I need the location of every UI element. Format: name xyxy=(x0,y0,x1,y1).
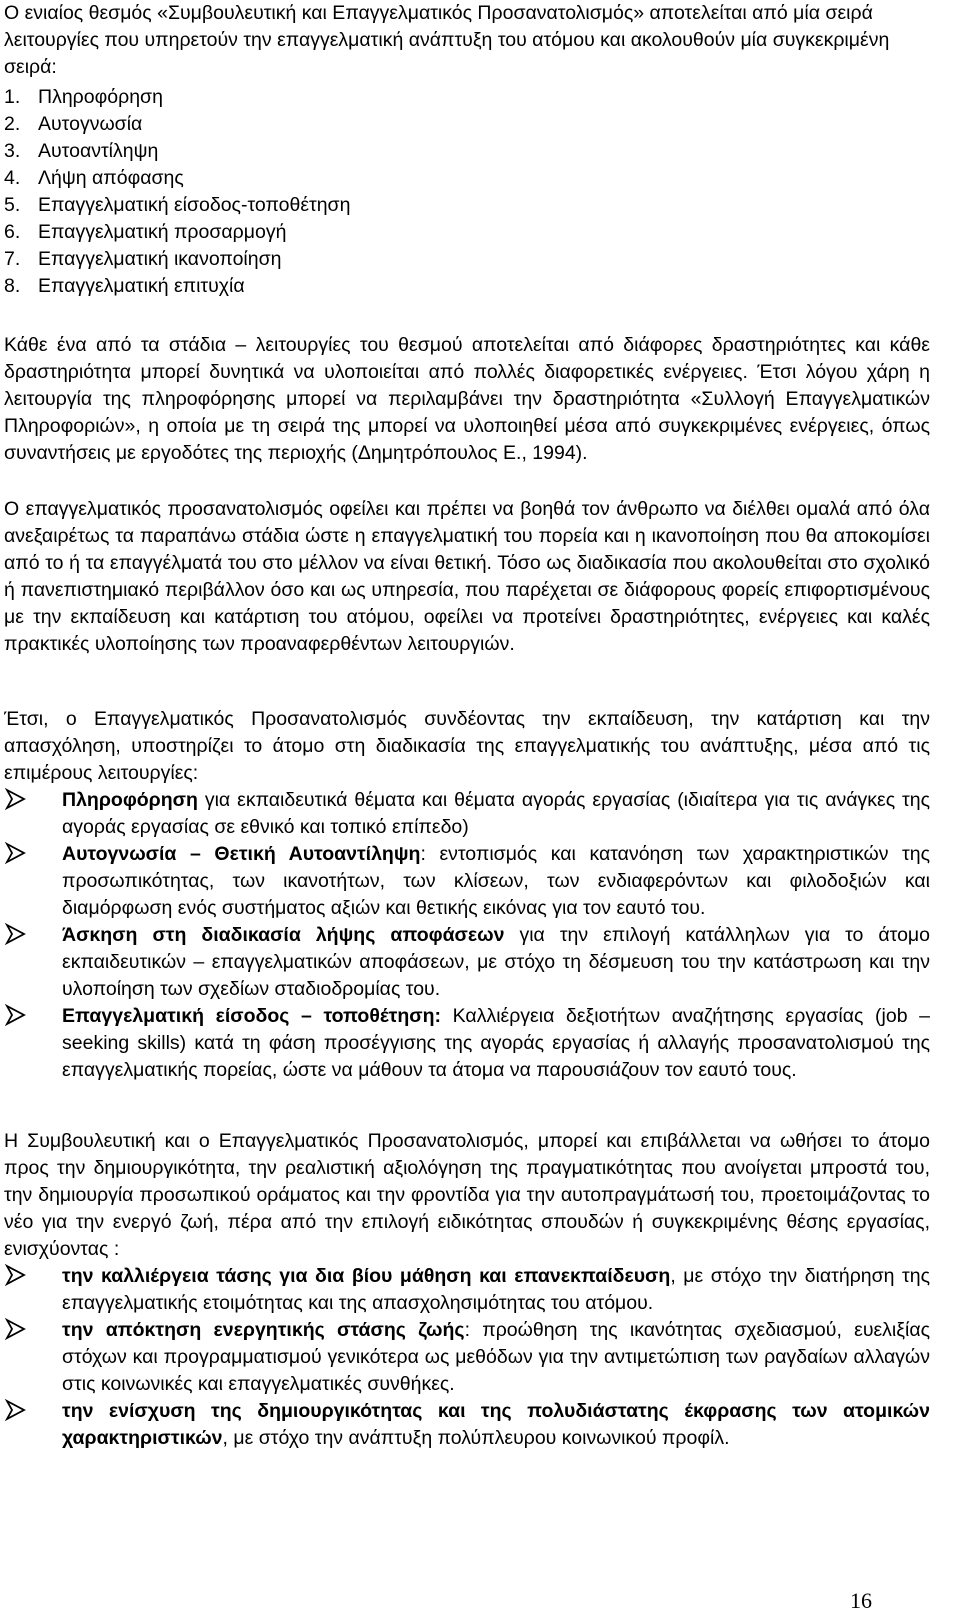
intro-line: λειτουργίες που υπηρετούν την επαγγελματική ανάπτυξη του ατόμου και ακολουθούν μία συγκεκριμένη xyxy=(4,29,890,51)
paragraph-orientation-role: Ο επαγγελματικός προσανατολισμός οφείλει και πρέπει να βοηθά τον άνθρωπο να διέλθει ομαλά από όλα ανεξαιρέτως τα παραπάνω στάδια ώστε η επαγγελματική του πορεία και η ικανοποίηση που θα αποκομίσει από το ή τα επαγγέλματά του στο μέλλον να είναι θετική. Τόσο ως διαδικασία που ακολουθείται στο σχολικό ή πανεπιστημιακό περιβάλλον όσο και ως υπηρεσία, που παρέχεται σε διάφορους φορείς επιφορτισμένους με την εκπαίδευση και κατάρτιση του ατόμου, οφείλει να προτείνει δραστηριότητες, ενέργειες και καλές πρακτικές υλοποίησης των προαναφερθέντων λειτουργιών. xyxy=(4,498,930,655)
list-item: 4. Λήψη απόφασης xyxy=(4,167,184,189)
list-item: Αυτογνωσία – Θετική Αυτοαντίληψη: εντοπισμός και κατανόηση των χαρακτηριστικών της προσωπικότητας, των ικανοτήτων, των κλίσεων, των ενδιαφερόντων και φιλοδοξιών και διαμόρφωση ενός συστήματος αξιών και θετικής εικόνας για τον εαυτό του. xyxy=(4,841,930,922)
benefits-list xyxy=(4,1263,930,1452)
list-item: Πληροφόρηση για εκπαιδευτικά θέματα και θέματα αγοράς εργασίας (ιδιαίτερα για τις ανάγκες της αγοράς εργασίας σε εθνικό και τοπικό επίπεδο) xyxy=(4,787,930,841)
paragraph-stages-activities: Κάθε ένα από τα στάδια – λειτουργίες του θεσμού αποτελείται από διάφορες δραστηριότητες και κάθε δραστηριότητα μπορεί δυνητικά να υλοποιείται από πολλές διαφορετικές ενέργειες. Έτσι λόγου χάρη η λειτουργία της πληροφόρησης μπορεί να περιλαμβάνει την δραστηριότητα «Συλλογή Επαγγελματικών Πληροφοριών», η οποία με τη σειρά της μπορεί να υλοποιηθεί μέσα από συγκεκριμένες ενέργειες, όπως συναντήσεις με εργοδότες της περιοχής (Δημητρόπουλος Ε., 1994). xyxy=(4,334,930,464)
functions-section xyxy=(4,706,930,1084)
list-item: την απόκτηση ενεργητικής στάσης ζωής: προώθηση της ικανότητας σχεδιασμού, ευελιξίας στόχων και προγραμματισμού γενικότερα ως μεθόδων για την αντιμετώπιση των ραγδαίων αλλαγών στις κοινωνικές και επαγγελματικές συνθήκες. xyxy=(4,1317,930,1398)
arrowhead-bullet-icon xyxy=(4,1399,26,1421)
list-item: Άσκηση στη διαδικασία λήψης αποφάσεων για την επιλογή κατάλληλων για το άτομο εκπαιδευτικών – επαγγελματικών αποφάσεων, με στόχο τη δέσμευση του την κατάστρωση και την υλοποίηση των σχεδίων σταδιοδρομίας του. xyxy=(4,922,930,1003)
stages-list xyxy=(4,84,350,300)
paragraph-functions-intro: Έτσι, ο Επαγγελματικός Προσανατολισμός συνδέοντας την εκπαίδευση, την κατάρτιση και την απασχόληση, υποστηρίζει το άτομο στη διαδικασία της επαγγελματικής του ανάπτυξης, μέσα από τις επιμέρους λειτουργίες: xyxy=(4,708,930,784)
paragraph-counseling-benefits: Η Συμβουλευτική και ο Επαγγελματικός Προσανατολισμός, μπορεί και επιβάλλεται να ωθήσει το άτομο προς την δημιουργικότητα, την ρεαλιστική αξιολόγηση της πραγματικότητας που ανοίγεται μπροστά του, την δημιουργία προσωπικού οράματος και την φροντίδα για την αυτοπραγμάτωσή του, προετοιμάζοντας το νέο για την ενεργό ζωή, πέρα από την επιλογή ειδικότητας σπουδών ή συγκεκριμένης θέσης εργασίας, ενισχύοντας : xyxy=(4,1130,930,1260)
benefits-section xyxy=(4,1128,930,1452)
arrowhead-bullet-icon xyxy=(4,842,26,864)
list-item: 7. Επαγγελματική ικανοποίηση xyxy=(4,248,282,270)
intro-line: Ο ενιαίος θεσμός «Συμβουλευτική και Επαγγελματικός Προσανατολισμός» αποτελείται από μία σειρά xyxy=(4,2,873,24)
intro-line: σειρά: xyxy=(4,56,57,78)
arrowhead-bullet-icon xyxy=(4,788,26,810)
list-item: Επαγγελματική είσοδος – τοποθέτηση: Καλλιέργεια δεξιοτήτων αναζήτησης εργασίας (job – seeking skills) κατά τη φάση προσέγγισης της αγοράς εργασίας ή αλλαγής προσανατολισμού της επαγγελματικής πορείας, ώστε να μάθουν τα άτομα να παρουσιάζουν τον εαυτό τους. xyxy=(4,1003,930,1084)
list-item: την ενίσχυση της δημιουργικότητας και της πολυδιάστατης έκφρασης των ατομικών χαρακτηριστικών, με στόχο την ανάπτυξη πολύπλευρου κοινωνικού προφίλ. xyxy=(4,1398,930,1452)
list-item: 1. Πληροφόρηση xyxy=(4,86,163,108)
arrowhead-bullet-icon xyxy=(4,1264,26,1286)
arrowhead-bullet-icon xyxy=(4,1004,26,1026)
arrowhead-bullet-icon xyxy=(4,1318,26,1340)
list-item: 8. Επαγγελματική επιτυχία xyxy=(4,275,245,297)
list-item: 6. Επαγγελματική προσαρμογή xyxy=(4,221,287,243)
list-item: 2. Αυτογνωσία xyxy=(4,113,143,135)
list-item: την καλλιέργεια τάσης για δια βίου μάθηση και επανεκπαίδευση, με στόχο την διατήρηση της επαγγελματικής ετοιμότητας και της απασχολησιμότητας του ατόμου. xyxy=(4,1263,930,1317)
functions-list xyxy=(4,787,930,1084)
arrowhead-bullet-icon xyxy=(4,923,26,945)
intro-paragraph xyxy=(4,0,930,81)
list-item: 5. Επαγγελματική είσοδος-τοποθέτηση xyxy=(4,194,351,216)
page-number: 16 xyxy=(850,1588,872,1613)
list-item: 3. Αυτοαντίληψη xyxy=(4,140,159,162)
